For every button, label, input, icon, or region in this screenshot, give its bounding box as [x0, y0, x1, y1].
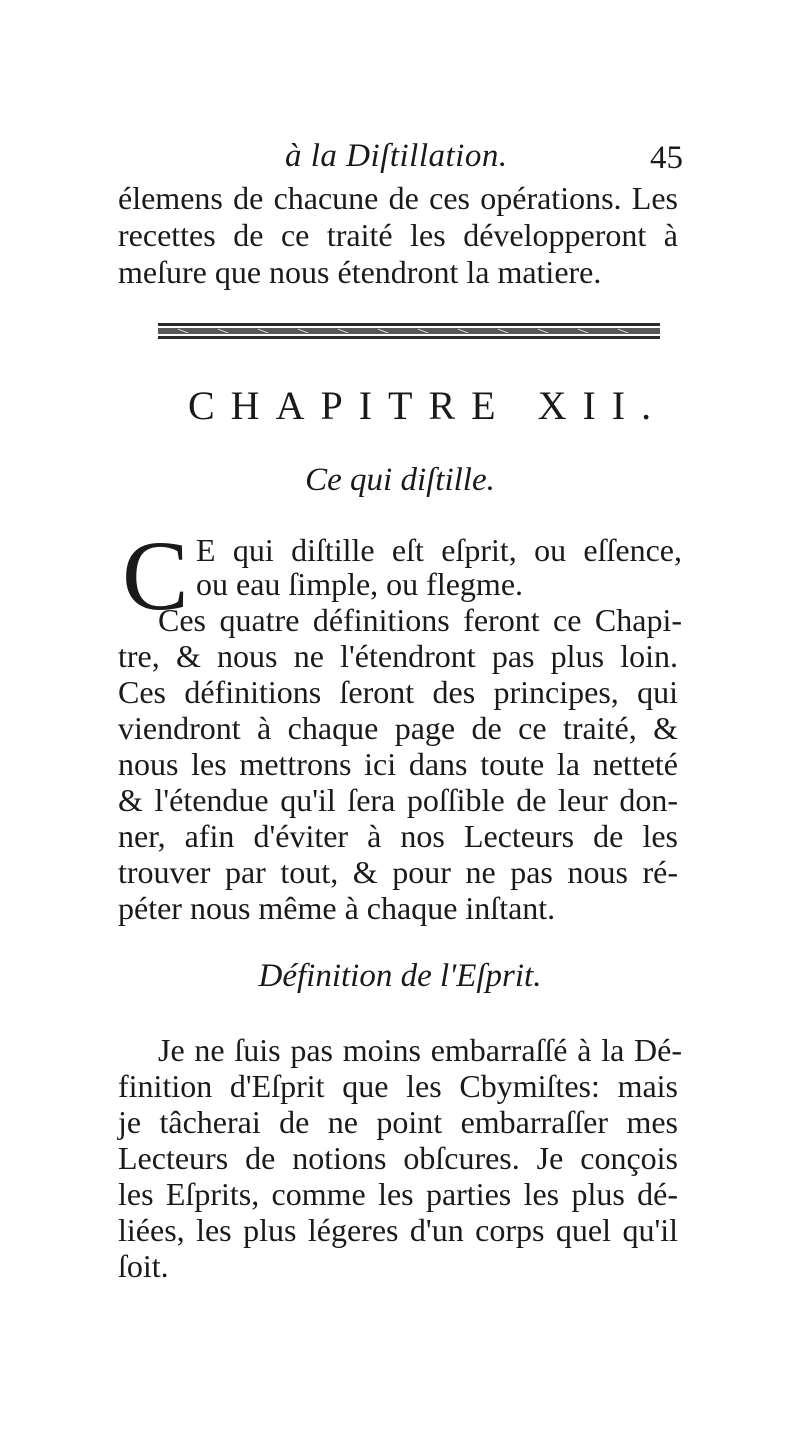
paragraph-line: tre, & nous ne l'étendront pas plus loin. — [118, 638, 678, 674]
intro-line: recettes de ce traité les développeront à — [118, 217, 678, 253]
paragraph-line: ou eau ſimple, ou flegme. — [196, 566, 524, 602]
chapter-title: Ce qui diſtille. — [305, 462, 495, 498]
paragraph-line: péter nous même à chaque inſtant. — [118, 890, 556, 926]
paragraph-line: & l'étendue qu'il ſera poſſible de leur don- — [118, 782, 678, 818]
intro-line: meſure que nous étendront la matiere. — [118, 254, 602, 290]
paragraph-line: ner, afin d'éviter à nos Lecteurs de les — [118, 818, 678, 854]
paragraph-line: liées, les plus légeres d'un corps quel qu'il — [118, 1212, 678, 1248]
page-number: 45 — [650, 140, 683, 176]
paragraph-line: E qui diſtille eſt eſprit, ou eſſence, — [196, 532, 682, 568]
ornamental-divider — [158, 320, 660, 342]
paragraph-line: je tâcherai de ne point embarraſſer mes — [118, 1104, 678, 1140]
paragraph-line: les Eſprits, comme les parties les plus dé- — [118, 1176, 678, 1212]
paragraph-line: ſoit. — [118, 1248, 169, 1284]
chapter-heading: CHAPITRE XII. — [188, 383, 668, 428]
drop-cap: C — [122, 520, 189, 631]
paragraph-line: nous les mettrons ici dans toute la netteté — [118, 746, 678, 782]
paragraph-line: Lecteurs de notions obſcures. Je conçois — [118, 1140, 678, 1176]
paragraph-line: finition d'Eſprit que les Cbymiſtes: mais — [118, 1068, 678, 1104]
section-title: Définition de l'Eſprit. — [258, 958, 542, 994]
paragraph-line: Ces définitions ſeront des principes, qui — [118, 674, 678, 710]
paragraph-line: Je ne ſuis pas moins embarraſſé à la Dé- — [158, 1032, 682, 1068]
paragraph-line: trouver par tout, & pour ne pas nous ré- — [118, 854, 678, 890]
paragraph-line: viendront à chaque page de ce traité, & — [118, 710, 678, 746]
intro-line: élemens de chacune de ces opérations. Les — [118, 180, 678, 216]
paragraph-line: Ces quatre définitions feront ce Chapi- — [158, 602, 682, 638]
running-title: à la Diſtillation. — [285, 138, 508, 174]
